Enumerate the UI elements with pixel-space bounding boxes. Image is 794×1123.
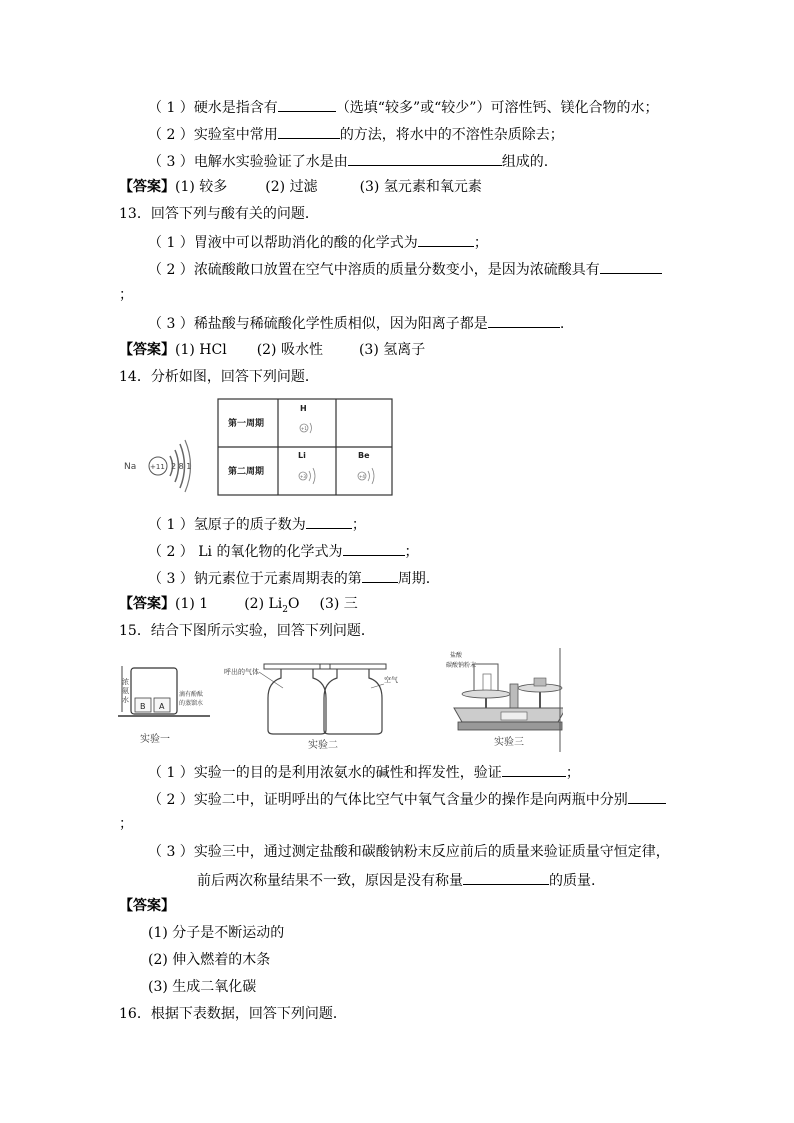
- answer-blank: [306, 514, 352, 529]
- exp3-caption: 实验三: [494, 737, 524, 748]
- answer-item-2: (2) 过滤: [265, 179, 318, 195]
- experiment-figure: [118, 648, 563, 752]
- q12-sub3-text: 电解水实验验证了水是由: [193, 154, 348, 170]
- q13-sub2-num: （ 2 ）: [148, 262, 194, 278]
- answer-blank: [502, 762, 566, 777]
- exp2-label-right: 空气: [384, 676, 398, 684]
- answer-label: 【答案】: [119, 596, 175, 612]
- q14-sub2-text-b: ；: [404, 544, 419, 560]
- exp3-label-na2co3: 碳酸钠粉末: [446, 662, 477, 669]
- q15-sub2-text: 实验二中，证明呼出的气体比空气中氧气含量少的操作是向两瓶中分别: [193, 792, 628, 808]
- q14-answer: [119, 595, 358, 619]
- q15-sub2-wrap: ；: [119, 816, 133, 832]
- q14-sub2-num: （ 2 ）: [148, 544, 194, 560]
- q13-sub1-num: （ 1 ）: [148, 235, 194, 251]
- q13-answer: [119, 341, 425, 359]
- q16-title: 16．根据下表数据，回答下列问题．: [119, 1006, 347, 1022]
- q12-sub1-text: 硬水是指含有: [193, 100, 278, 116]
- q15-sub1-text-b: ；: [565, 765, 580, 781]
- na-nucleus: +11: [150, 463, 165, 471]
- h-symbol: H: [300, 404, 307, 413]
- q13-sub1: [148, 232, 488, 252]
- answer-item-1: (1) HCl: [175, 342, 227, 358]
- answer-blank: [278, 97, 336, 112]
- exp1-label-right-1: 滴有酚酞: [179, 691, 204, 698]
- q15-answer-item-3: (3) 生成二氧化碳: [148, 979, 257, 995]
- q14-sub2-text: Li 的氧化物的化学式为: [193, 544, 343, 560]
- q12-sub2-text: 实验室中常用: [193, 127, 278, 143]
- q15-sub3-num: （ 3 ）: [148, 844, 194, 860]
- q13-sub1-text: 胃液中可以帮助消化的酸的化学式为: [193, 235, 418, 251]
- q12-sub3-num: （ 3 ）: [148, 154, 194, 170]
- q14-sub1-text-b: ；: [351, 517, 366, 533]
- li-nucleus: +3: [300, 474, 306, 479]
- be-symbol: Be: [358, 451, 370, 460]
- exp1-caption: 实验一: [140, 734, 170, 745]
- answer-item-2: (2) $Li_2O$: [244, 596, 300, 615]
- answer-label: 【答案】: [119, 342, 175, 358]
- q15-sub3: [148, 843, 670, 861]
- answer-blank: [278, 124, 340, 139]
- exp1-label-right-2: 的蒸馏水: [179, 700, 204, 707]
- q14-sub1-text: 氢原子的质子数为: [193, 517, 306, 533]
- q12-answer: [119, 178, 482, 196]
- q15-sub1-num: （ 1 ）: [148, 765, 194, 781]
- q13-sub3-text-b: .: [559, 316, 565, 332]
- be-nucleus: +4: [359, 474, 365, 479]
- answer-blank: [343, 541, 405, 556]
- exp1-label-left-2: 氨: [122, 687, 129, 695]
- q15-sub3-cont: [197, 870, 595, 890]
- row-period-1: 第一周期: [228, 419, 265, 429]
- exp2-label-left: 呼出的气体: [224, 668, 259, 676]
- q13-sub1-text-b: ；: [473, 235, 488, 251]
- q15-sub2-num: （ 2 ）: [148, 792, 194, 808]
- q12-sub1-text-b: （选填“较多”或“较少”）可溶性钙、镁化合物的水；: [335, 100, 659, 116]
- q12-sub2: [148, 124, 564, 144]
- answer-item-3: (3) 氢离子: [358, 342, 426, 358]
- answer-blank: [628, 789, 666, 804]
- q15-answer-label: [119, 897, 175, 915]
- exp1-label-left-1: 浓: [122, 678, 129, 686]
- q14-sub3-num: （ 3 ）: [148, 571, 194, 587]
- q13-sub2: [148, 259, 662, 279]
- q14-sub2: [148, 541, 419, 561]
- answer-blank: [418, 232, 474, 247]
- q15-sub3-text-b: 前后两次称量结果不一致，原因是没有称量: [197, 873, 463, 889]
- q12-sub2-text-b: 的方法，将水中的不溶性杂质除去；: [339, 127, 564, 143]
- row-period-2: 第二周期: [228, 467, 265, 477]
- q15-sub2: [148, 789, 666, 809]
- q14-sub3-text-b: 周期.: [397, 571, 431, 587]
- na-symbol: Na: [124, 462, 137, 472]
- q15-sub3-text: 实验三中，通过测定盐酸和碳酸钠粉末反应前后的质量来验证质量守恒定律，: [193, 844, 670, 860]
- li-symbol: Li: [298, 451, 306, 460]
- q15-sub3-text-c: 的质量.: [549, 873, 596, 889]
- answer-blank: [348, 151, 502, 166]
- q13-sub3-text: 稀盐酸与稀硫酸化学性质相似，因为阳离子都是: [193, 316, 488, 332]
- q15-answer-item-2: (2) 伸入燃着的木条: [148, 952, 271, 968]
- answer-item-3: (3) 三: [319, 596, 358, 612]
- exp2-caption: 实验二: [308, 740, 338, 751]
- answer-blank: [488, 313, 560, 328]
- q12-sub2-num: （ 2 ）: [148, 127, 194, 143]
- q12-sub1: [148, 97, 658, 117]
- answer-blank: [362, 568, 398, 583]
- answer-item-2: (2) 吸水性: [256, 342, 323, 358]
- answer-item-1: (1) 较多: [175, 179, 228, 195]
- q13-sub2-wrap: ；: [119, 287, 133, 303]
- q12-sub3: [148, 151, 548, 171]
- q14-sub3: [148, 568, 430, 588]
- h-nucleus: +1: [301, 426, 307, 431]
- answer-label: 【答案】: [119, 898, 175, 914]
- q15-sub1-text: 实验一的目的是利用浓氨水的碱性和挥发性，验证: [193, 765, 502, 781]
- q15-sub1: [148, 762, 580, 782]
- answer-item-3: (3) 氢元素和氧元素: [359, 179, 482, 195]
- q14-title: 14．分析如图，回答下列问题．: [119, 369, 319, 385]
- q15-title: 15．结合下图所示实验，回答下列问题．: [119, 623, 375, 639]
- periodic-table-figure: [118, 396, 398, 502]
- q14-sub1: [148, 514, 366, 534]
- beaker-a-label: A: [159, 702, 165, 711]
- exp3-label-hcl: 盐酸: [450, 652, 463, 659]
- na-shells: 2 8 1: [171, 462, 192, 471]
- beaker-b-label: B: [140, 702, 146, 711]
- exp1-label-left-3: 水: [122, 696, 129, 704]
- q15-answer-item-1: (1) 分子是不断运动的: [148, 925, 285, 941]
- q14-sub3-text: 钠元素位于元素周期表的第: [193, 571, 362, 587]
- q14-sub1-num: （ 1 ）: [148, 517, 194, 533]
- q13-sub2-text: 浓硫酸敞口放置在空气中溶质的质量分数变小，是因为浓硫酸具有: [193, 262, 600, 278]
- q13-title: 13．回答下列与酸有关的问题．: [119, 206, 319, 222]
- q12-sub1-num: （ 1 ）: [148, 100, 194, 116]
- answer-blank: [463, 870, 549, 885]
- q13-sub3: [148, 313, 564, 333]
- answer-blank: [600, 259, 662, 274]
- q12-sub3-text-b: 组成的.: [501, 154, 549, 170]
- answer-item-1: (1) 1: [175, 596, 209, 612]
- q13-sub3-num: （ 3 ）: [148, 316, 194, 332]
- answer-label: 【答案】: [119, 179, 175, 195]
